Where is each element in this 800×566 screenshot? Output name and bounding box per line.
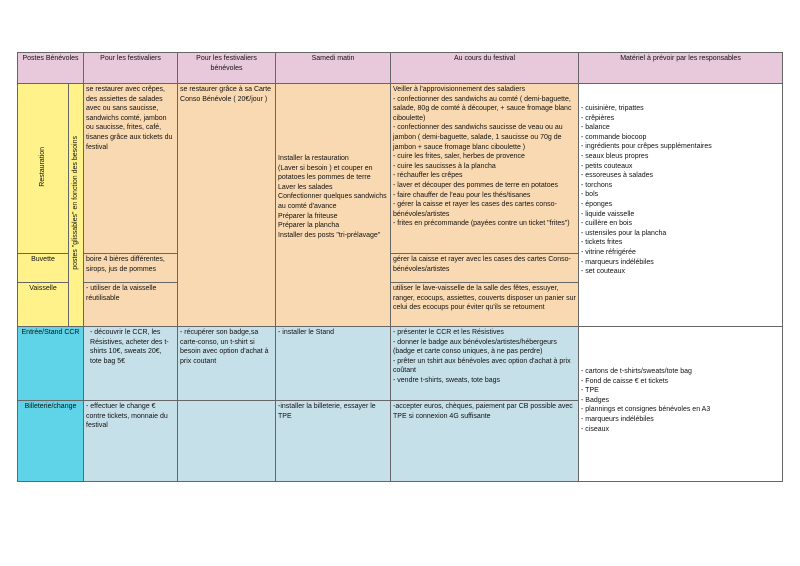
label-billeterie: Billeterie/change xyxy=(18,401,84,482)
label-glissables xyxy=(69,84,84,327)
resto-benevoles: se restaurer grâce à sa Carte Conso Bénévole ( 20€/jour ) xyxy=(178,84,276,327)
festival-line: - gérer la caisse et rayer les cases des cartes conso-bénévoles/artistes xyxy=(393,201,557,218)
materiel-item: - cuillère en bois xyxy=(581,220,632,228)
materiel-stand xyxy=(579,327,783,482)
festival-line: - cuire les frites, saler, herbes de provence xyxy=(393,153,525,161)
materiel-stand-item: - Badges xyxy=(581,396,610,404)
samedi-line: Installer la restauration xyxy=(278,155,349,162)
festival-line: - réchauffer les crêpes xyxy=(393,172,463,180)
entree-festival-line: - vendre t-shirts, sweats, tote bags xyxy=(393,376,501,384)
materiel-item: - ingrédients pour crêpes supplémentaires xyxy=(581,143,712,151)
samedi-line: (Laver si besoin ) et couper en potatoes les pommes de terre xyxy=(278,164,373,182)
entree-festivaliers: - découvrir le CCR, les Résistives, acheter des t-shirts 10€, sweats 20€, tote bag 5€ xyxy=(84,327,178,401)
samedi-line: Préparer la friteuse xyxy=(278,212,338,220)
festival-line: Veiller à l'approvisionnement des saladiers xyxy=(393,86,526,93)
materiel-stand-item: - cartons de t-shirts/sweats/tote bag xyxy=(581,368,692,375)
vaisselle-festival: utiliser le lave-vaisselle de la salle des fêtes, essuyer, ranger, ecocups, assiettes, couverts disposer un panier sur celui des ecocups pour éviter qu'ils se retournent xyxy=(391,283,579,327)
festival-line: - cuire les saucisses à la plancha xyxy=(393,162,496,170)
buvette-festival: gérer la caisse et rayer avec les cases des cartes Conso-bénévoles/artistes xyxy=(391,254,579,283)
materiel-stand-item: - Fond de caisse € et tickets xyxy=(581,377,669,385)
header-postes: Postes Bénévoles xyxy=(18,53,84,84)
row-entree xyxy=(18,327,783,401)
materiel-stand-item: - marqueurs indélébiles xyxy=(581,415,654,423)
entree-samedi: - installer le Stand xyxy=(276,327,391,401)
materiel-restauration xyxy=(579,84,783,327)
festival-line: - confectionner des sandwichs saucisse de veau ou au jambon ( demi-baguette, salade, 1 saucisse ou 70g de jambon + sauce fromage blanc ciboulette ) xyxy=(393,124,563,151)
label-entree: Entrée/Stand CCR xyxy=(18,327,84,401)
vaisselle-festivaliers: - utiliser de la vaisselle réutilisable xyxy=(84,283,178,327)
entree-festival-line: - donner le badge aux bénévoles/artistes/hébergeurs (badge et carte conso uniques, à ne pas perdre) xyxy=(393,338,557,356)
label-restauration-text: Restauration xyxy=(39,146,47,187)
billeterie-festivaliers: - effectuer le change € contre tickets, monnaie du festival xyxy=(84,401,178,482)
resto-samedi xyxy=(276,84,391,327)
materiel-item: - essoreuses à salades xyxy=(581,172,653,180)
buvette-festivaliers: boire 4 bières différentes, sirops, jus de pommes xyxy=(84,254,178,283)
row-restauration xyxy=(18,84,783,254)
materiel-item: - crêpières xyxy=(581,114,615,122)
festival-line: - confectionner des sandwichs au comté ( demi-baguette, salade, 80g de comté à découper, + sauce fromage blanc ciboulette) xyxy=(393,95,572,122)
materiel-item: - seaux bleus propres xyxy=(581,152,649,160)
billeterie-benevoles-empty xyxy=(178,401,276,482)
label-buvette: Buvette xyxy=(18,254,69,283)
entree-festival xyxy=(391,327,579,401)
billeterie-festival: -accepter euros, chèques, paiement par CB possible avec TPE si connexion 4G suffisante xyxy=(391,401,579,482)
label-restauration xyxy=(18,84,69,254)
resto-festivaliers: se restaurer avec crêpes, des assiettes de salades avec ou sans saucisse, sandwichs comté, jambon ou saucisse, frites, café, tisanes grâce aux tickets du festival xyxy=(84,84,178,254)
label-vaisselle: Vaisselle xyxy=(18,283,69,327)
materiel-item: - balance xyxy=(581,124,610,132)
samedi-line: Installer des posts "tri-prélavage" xyxy=(278,231,381,239)
materiel-item: - cuisinière, tripattes xyxy=(581,105,644,112)
materiel-item: - commande biocoop xyxy=(581,133,647,141)
materiel-item: - éponges xyxy=(581,200,613,208)
label-glissables-text: postes "glissables" en fonction des besoins xyxy=(72,136,80,271)
header-materiel: Matériel à prévoir par les responsables xyxy=(579,53,783,84)
billeterie-samedi: -installer la billeterie, essayer le TPE xyxy=(276,401,391,482)
materiel-item: - bols xyxy=(581,191,599,199)
samedi-line: Laver les salades xyxy=(278,183,333,191)
header-festivaliers: Pour les festivaliers xyxy=(84,53,178,84)
festival-line: - frites en précommande (payées contre un ticket "frites") xyxy=(393,220,570,228)
materiel-item: - ustensiles pour la plancha xyxy=(581,229,667,237)
materiel-item: - petits couteaux xyxy=(581,162,633,170)
materiel-item: - marqueurs indélébiles xyxy=(581,258,654,266)
planning-table xyxy=(17,52,783,482)
entree-benevoles: - récupérer son badge,sa carte-conso, un t-shirt si besoin avec option d'achat à prix coutant xyxy=(178,327,276,401)
materiel-stand-item: - TPE xyxy=(581,387,599,395)
header-samedi: Samedi matin xyxy=(276,53,391,84)
samedi-line: Confectionner quelques sandwichs au comté d'avance xyxy=(278,193,387,210)
festival-line: - laver et découper des pommes de terre en potatoes xyxy=(393,181,558,189)
samedi-line: Préparer la plancha xyxy=(278,222,340,230)
header-row xyxy=(18,53,783,84)
header-festivaliers-benevoles: Pour les festivaliers bénévoles xyxy=(178,53,276,84)
materiel-item: - torchons xyxy=(581,181,613,189)
materiel-item: - liquide vaisselle xyxy=(581,210,635,218)
materiel-item: - set couteaux xyxy=(581,268,625,276)
materiel-stand-item: - plannings et consignes bénévoles en A3 xyxy=(581,406,711,414)
header-festival: Au cours du festival xyxy=(391,53,579,84)
materiel-stand-item: - ciseaux xyxy=(581,425,610,433)
materiel-item: - vitrine réfrigérée xyxy=(581,248,636,256)
entree-festival-line: - présenter le CCR et les Résistives xyxy=(393,329,504,336)
entree-festival-line: - prêter un tshirt aux bénévoles avec option d'achat à prix coûtant xyxy=(393,357,571,375)
materiel-item: - tickets frites xyxy=(581,239,623,247)
resto-festival xyxy=(391,84,579,254)
festival-line: - faire chauffer de l'eau pour les thés/tisanes xyxy=(393,191,531,199)
